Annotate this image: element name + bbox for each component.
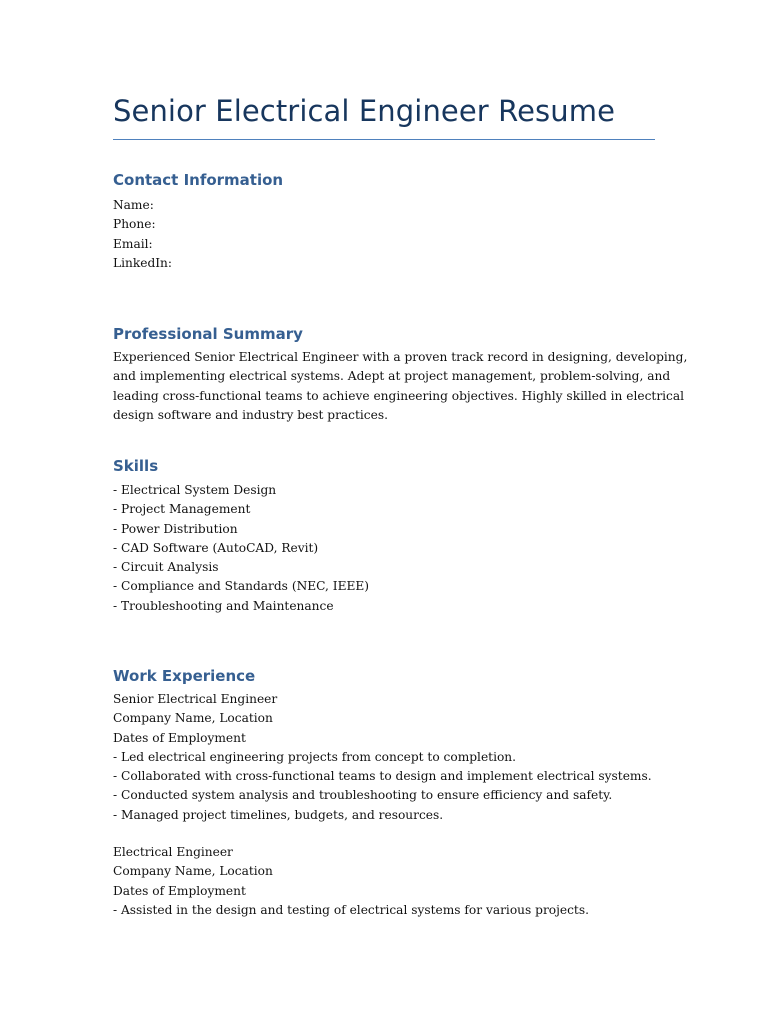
- job-bullet: - Conducted system analysis and troubleshooting to ensure efficiency and safety.: [113, 788, 613, 803]
- skill-item: - Compliance and Standards (NEC, IEEE): [113, 579, 370, 594]
- skill-item: - Troubleshooting and Maintenance: [113, 598, 334, 613]
- job-entry-1: [113, 690, 658, 825]
- summary-heading: Professional Summary: [113, 325, 303, 343]
- job-bullet: - Led electrical engineering projects from concept to completion.: [113, 749, 517, 764]
- skills-heading: Skills: [113, 457, 159, 475]
- contact-name-label: Name:: [113, 198, 154, 212]
- skill-item: - Electrical System Design: [113, 483, 277, 497]
- summary-paragraph: [113, 348, 688, 425]
- contact-email-label: Email:: [113, 236, 153, 251]
- resume-title: Senior Electrical Engineer Resume: [113, 94, 616, 128]
- skills-list: [113, 481, 658, 616]
- title-divider: [113, 139, 655, 140]
- skill-item: - Project Management: [113, 502, 251, 517]
- job-dates: Dates of Employment: [113, 730, 246, 745]
- job-bullet: - Managed project timelines, budgets, and resources.: [113, 807, 444, 822]
- job-company: Company Name, Location: [113, 711, 273, 726]
- summary-line: Experienced Senior Electrical Engineer with a proven track record in designing, developing,: [113, 350, 688, 364]
- summary-line: leading cross-functional teams to achieve engineering objectives. Highly skilled in electrical: [113, 388, 685, 403]
- job-bullet: - Collaborated with cross-functional teams to design and implement electrical systems.: [113, 769, 652, 784]
- contact-details: [113, 196, 658, 273]
- skill-item: - Power Distribution: [113, 521, 238, 536]
- contact-heading: Contact Information: [113, 171, 284, 189]
- job-title: Electrical Engineer: [113, 845, 233, 859]
- summary-line: design software and industry best practices.: [113, 407, 388, 422]
- job-dates: Dates of Employment: [113, 883, 246, 898]
- experience-heading: Work Experience: [113, 667, 256, 685]
- summary-line: and implementing electrical systems. Adept at project management, problem-solving, and: [113, 369, 671, 384]
- job-entry-2: [113, 843, 658, 920]
- skill-item: - CAD Software (AutoCAD, Revit): [113, 540, 319, 555]
- job-bullet: - Assisted in the design and testing of electrical systems for various projects.: [113, 902, 589, 917]
- contact-linkedin-label: LinkedIn:: [113, 255, 173, 270]
- job-title: Senior Electrical Engineer: [113, 692, 278, 706]
- job-company: Company Name, Location: [113, 864, 273, 879]
- contact-phone-label: Phone:: [113, 217, 156, 232]
- skill-item: - Circuit Analysis: [113, 560, 219, 575]
